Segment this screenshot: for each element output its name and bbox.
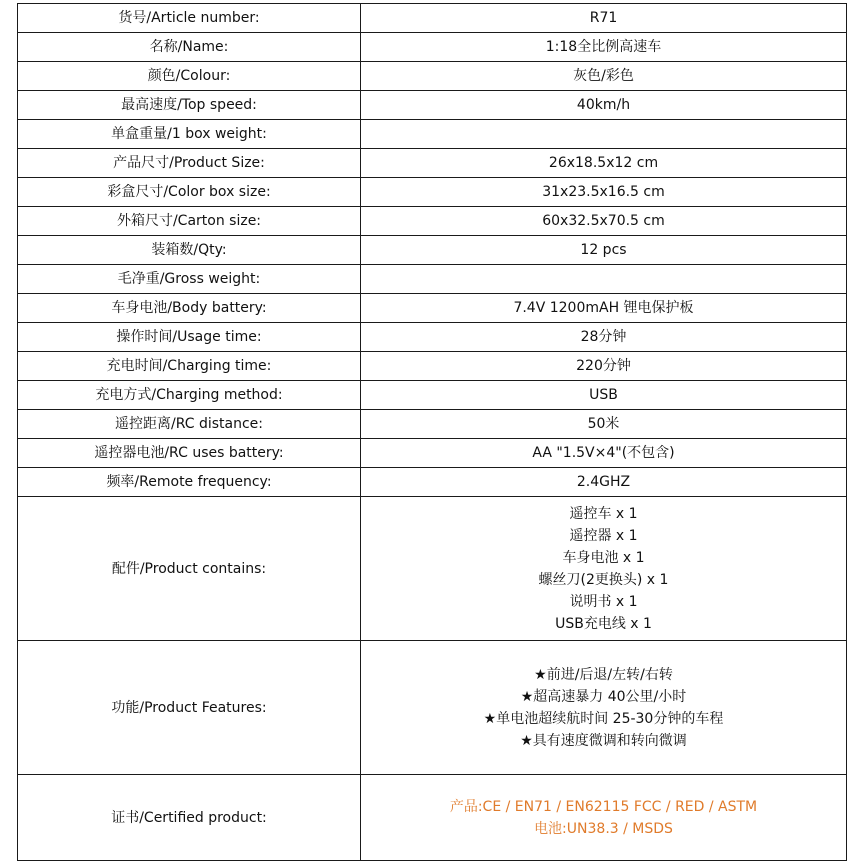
row-color-box-size xyxy=(18,178,847,207)
row-article-number xyxy=(18,4,847,33)
contains-item: 遥控车 x 1 xyxy=(569,505,638,522)
row-certified-product xyxy=(18,775,847,861)
value-gross-weight xyxy=(361,265,847,294)
contains-item: 说明书 x 1 xyxy=(569,593,638,610)
value-product-features xyxy=(361,641,847,775)
label-name: 名称/Name: xyxy=(18,33,361,62)
value-name: 1:18全比例高速车 xyxy=(361,33,847,62)
row-qty xyxy=(18,236,847,265)
row-product-size xyxy=(18,149,847,178)
label-color-box-size: 彩盒尺寸/Color box size: xyxy=(18,178,361,207)
value-rc-distance: 50米 xyxy=(361,410,847,439)
label-product-contains: 配件/Product contains: xyxy=(18,497,361,641)
row-product-contains xyxy=(18,497,847,641)
value-product-size: 26x18.5x12 cm xyxy=(361,149,847,178)
row-body-battery xyxy=(18,294,847,323)
feature-item: ★前进/后退/左转/右转 xyxy=(534,666,673,683)
row-carton-size xyxy=(18,207,847,236)
row-product-features xyxy=(18,641,847,775)
label-charging-method: 充电方式/Charging method: xyxy=(18,381,361,410)
row-remote-frequency xyxy=(18,468,847,497)
label-certified-product: 证书/Certified product: xyxy=(18,775,361,861)
row-colour xyxy=(18,62,847,91)
value-colour: 灰色/彩色 xyxy=(361,62,847,91)
contains-item: 车身电池 x 1 xyxy=(562,549,645,566)
value-top-speed: 40km/h xyxy=(361,91,847,120)
label-charging-time: 充电时间/Charging time: xyxy=(18,352,361,381)
value-article-number: R71 xyxy=(361,4,847,33)
label-gross-weight: 毛净重/Gross weight: xyxy=(18,265,361,294)
value-charging-method: USB xyxy=(361,381,847,410)
label-product-features: 功能/Product Features: xyxy=(18,641,361,775)
row-charging-time xyxy=(18,352,847,381)
value-usage-time: 28分钟 xyxy=(361,323,847,352)
value-charging-time: 220分钟 xyxy=(361,352,847,381)
label-rc-battery: 遥控器电池/RC uses battery: xyxy=(18,439,361,468)
value-rc-battery: AA "1.5V×4"(不包含) xyxy=(361,439,847,468)
label-usage-time: 操作时间/Usage time: xyxy=(18,323,361,352)
row-top-speed xyxy=(18,91,847,120)
feature-item: ★超高速暴力 40公里/小时 xyxy=(520,688,687,705)
value-color-box-size: 31x23.5x16.5 cm xyxy=(361,178,847,207)
label-carton-size: 外箱尺寸/Carton size: xyxy=(18,207,361,236)
feature-item: ★单电池超续航时间 25-30分钟的车程 xyxy=(483,710,724,727)
label-product-size: 产品尺寸/Product Size: xyxy=(18,149,361,178)
cert-battery-line: 电池:UN38.3 / MSDS xyxy=(534,820,673,837)
contains-item: USB充电线 x 1 xyxy=(555,615,652,632)
label-qty: 装箱数/Qty: xyxy=(18,236,361,265)
row-box-weight xyxy=(18,120,847,149)
row-gross-weight xyxy=(18,265,847,294)
value-box-weight xyxy=(361,120,847,149)
label-box-weight: 单盒重量/1 box weight: xyxy=(18,120,361,149)
label-body-battery: 车身电池/Body battery: xyxy=(18,294,361,323)
row-rc-distance xyxy=(18,410,847,439)
label-top-speed: 最高速度/Top speed: xyxy=(18,91,361,120)
feature-item: ★具有速度微调和转向微调 xyxy=(520,732,687,749)
contains-item: 螺丝刀(2更换头) x 1 xyxy=(538,571,669,588)
row-rc-battery xyxy=(18,439,847,468)
row-name xyxy=(18,33,847,62)
value-product-contains xyxy=(361,497,847,641)
value-certified-product xyxy=(361,775,847,861)
value-qty: 12 pcs xyxy=(361,236,847,265)
spec-table xyxy=(17,3,847,861)
value-remote-frequency: 2.4GHZ xyxy=(361,468,847,497)
label-rc-distance: 遥控距离/RC distance: xyxy=(18,410,361,439)
row-charging-method xyxy=(18,381,847,410)
value-body-battery: 7.4V 1200mAH 锂电保护板 xyxy=(361,294,847,323)
label-article-number: 货号/Article number: xyxy=(18,4,361,33)
value-carton-size: 60x32.5x70.5 cm xyxy=(361,207,847,236)
contains-item: 遥控器 x 1 xyxy=(569,527,638,544)
label-remote-frequency: 频率/Remote frequency: xyxy=(18,468,361,497)
row-usage-time xyxy=(18,323,847,352)
label-colour: 颜色/Colour: xyxy=(18,62,361,91)
cert-product-line: 产品:CE / EN71 / EN62115 FCC / RED / ASTM xyxy=(449,798,758,815)
